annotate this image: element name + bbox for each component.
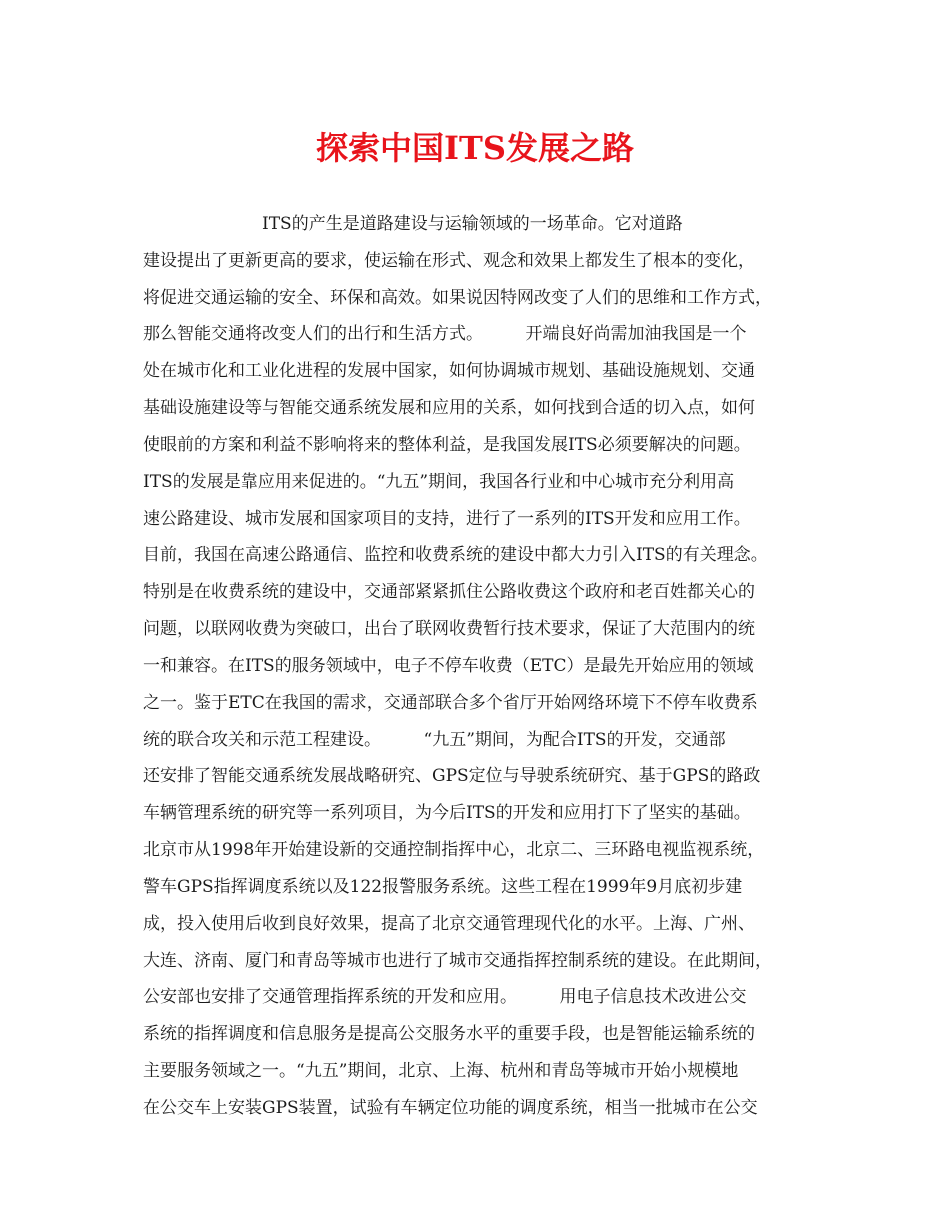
body-text-line: 警车GPS指挥调度系统以及122报警服务系统。这些工程在1999年9月底初步建 — [143, 876, 743, 897]
body-text-line: 特别是在收费系统的建设中，交通部紧紧抓住公路收费这个政府和老百姓都关心的 — [143, 582, 755, 603]
body-text-line: 基础设施建设等与智能交通系统发展和应用的关系，如何找到合适的切入点，如何 — [143, 398, 755, 419]
body-text-line: 建设提出了更新更高的要求，使运输在形式、观念和效果上都发生了根本的变化， — [143, 250, 755, 271]
body-text-line: ITS的发展是靠应用来促进的。“九五”期间，我国各行业和中心城市充分利用高 — [143, 471, 735, 492]
document-title: 探索中国ITS发展之路 — [316, 129, 634, 167]
body-text-line: 之一。鉴于ETC在我国的需求，交通部联合多个省厅开始网络环境下不停车收费系 — [143, 692, 758, 713]
body-text-line: ITS的产生是道路建设与运输领域的一场革命。它对道路 — [143, 214, 683, 234]
body-text-line: 系统的指挥调度和信息服务是提高公交服务水平的重要手段，也是智能运输系统的 — [143, 1024, 755, 1045]
body-text-line: 公安部也安排了交通管理指挥系统的开发和应用。 用电子信息技术改进公交 — [143, 987, 747, 1008]
body-text-line: 大连、济南、厦门和青岛等城市也进行了城市交通指挥控制系统的建设。在此期间， — [143, 950, 772, 971]
body-text-line: 将促进交通运输的安全、环保和高效。如果说因特网改变了人们的思维和工作方式， — [143, 287, 772, 308]
body-text-line: 车辆管理系统的研究等一系列项目，为今后ITS的开发和应用打下了坚实的基础。 — [143, 803, 751, 824]
body-text-line: 统的联合攻关和示范工程建设。 “九五”期间，为配合ITS的开发，交通部 — [143, 729, 726, 750]
body-text-line: 还安排了智能交通系统发展战略研究、GPS定位与导驶系统研究、基于GPS的路政 — [143, 766, 761, 787]
body-text-line: 一和兼容。在ITS的服务领域中，电子不停车收费（ETC）是最先开始应用的领域 — [143, 655, 754, 676]
body-text-line: 使眼前的方案和利益不影响将来的整体利益，是我国发展ITS必须要解决的问题。 — [143, 434, 751, 455]
body-text-line: 速公路建设、城市发展和国家项目的支持，进行了一系列的ITS开发和应用工作。 — [143, 508, 751, 529]
document-body — [143, 206, 823, 1127]
body-text-line: 处在城市化和工业化进程的发展中国家，如何协调城市规划、基础设施规划、交通 — [143, 361, 755, 382]
body-text-line: 成，投入使用后收到良好效果，提高了北京交通管理现代化的水平。上海、广州、 — [143, 913, 755, 934]
body-text-line: 北京市从1998年开始建设新的交通控制指挥中心，北京二、三环路电视监视系统， — [143, 840, 765, 861]
body-text-line: 目前，我国在高速公路通信、监控和收费系统的建设中都大力引入ITS的有关理念。 — [143, 545, 768, 566]
body-text-line: 问题，以联网收费为突破口，出台了联网收费暂行技术要求，保证了大范围内的统 — [143, 619, 755, 640]
body-text-line: 主要服务领域之一。“九五”期间，北京、上海、杭州和青岛等城市开始小规模地 — [143, 1061, 739, 1082]
body-text-line: 那么智能交通将改变人们的出行和生活方式。 开端良好尚需加油我国是一个 — [143, 324, 747, 345]
body-text-line: 在公交车上安装GPS装置，试验有车辆定位功能的调度系统，相当一批城市在公交 — [143, 1097, 758, 1118]
